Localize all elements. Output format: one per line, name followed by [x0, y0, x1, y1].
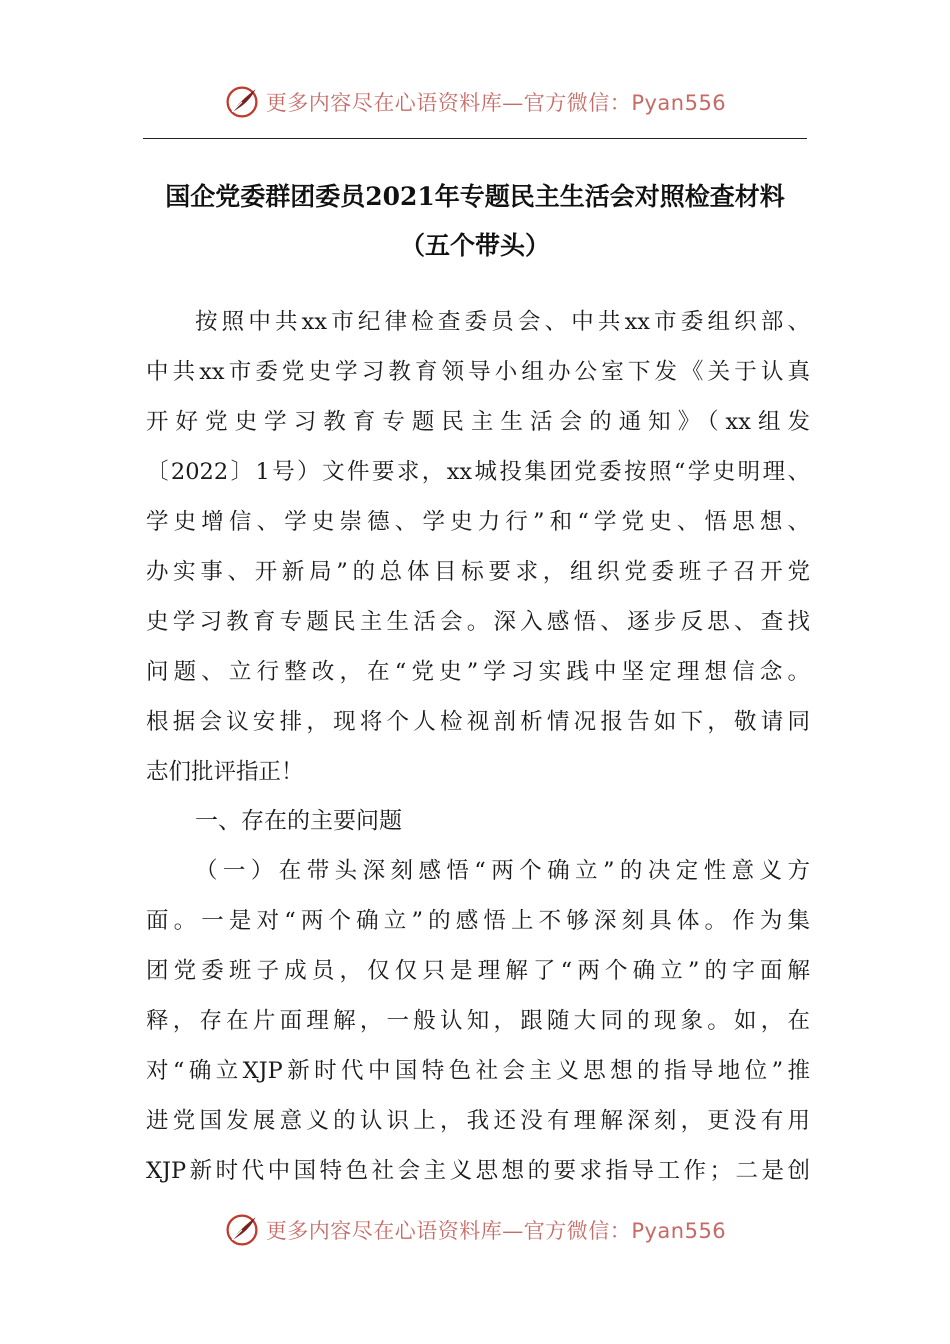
paragraph-line: （一）在带头深刻感悟“两个确立”的决定性意义方	[195, 858, 810, 884]
header-watermark	[0, 82, 950, 122]
document-subtitle: （五个带头）	[399, 231, 550, 260]
header-divider	[143, 138, 807, 139]
paragraph-line: 〔2022〕1号）文件要求，xx城投集团党委按照“学史明理、	[146, 459, 810, 485]
section-heading: 一、存在的主要问题	[195, 808, 402, 834]
paragraph-line: 学史增信、学史崇德、学史力行”和“学党史、悟思想、	[146, 509, 810, 535]
paragraph-line: 团党委班子成员，仅仅只是理解了“两个确立”的字面解	[146, 958, 810, 984]
watermark-text: 更多内容尽在心语资料库—官方微信：Pyan556	[265, 1219, 727, 1243]
paragraph-line: 中共xx市委党史学习教育领导小组办公室下发《关于认真	[146, 359, 810, 385]
paragraph-line: 进党国发展意义的认识上，我还没有理解深刻，更没有用	[146, 1108, 810, 1134]
paragraph-line: 办实事、开新局”的总体目标要求，组织党委班子召开党	[146, 559, 810, 585]
footer-watermark	[0, 1210, 950, 1250]
document-title: 国企党委群团委员2021年专题民主生活会对照检查材料	[165, 182, 785, 211]
paragraph-line: 问题、立行整改，在“党史”学习实践中坚定理想信念。	[146, 659, 810, 685]
feather-pen-logo-icon	[224, 1212, 260, 1248]
feather-pen-logo-icon	[224, 84, 260, 120]
paragraph-line: 面。一是对“两个确立”的感悟上不够深刻具体。作为集	[146, 908, 810, 934]
paragraph-line: 根据会议安排，现将个人检视剖析情况报告如下，敬请同	[146, 709, 810, 735]
watermark-handle: Pyan556	[631, 1219, 727, 1243]
watermark-text: 更多内容尽在心语资料库—官方微信：Pyan556	[265, 91, 727, 115]
paragraph-line: 开好党史学习教育专题民主生活会的通知》（xx组发	[146, 409, 810, 435]
paragraph-line: 释，存在片面理解，一般认知，跟随大同的现象。如，在	[146, 1008, 810, 1034]
paragraph-line: 对“确立XJP新时代中国特色社会主义思想的指导地位”推	[146, 1058, 810, 1084]
paragraph-line: 史学习教育专题民主生活会。深入感悟、逐步反思、查找	[146, 609, 810, 635]
paragraph-line: 志们批评指正！	[146, 759, 304, 785]
watermark-handle: Pyan556	[631, 91, 727, 115]
paragraph-line: XJP新时代中国特色社会主义思想的要求指导工作；二是创	[146, 1158, 810, 1184]
paragraph-line: 按照中共xx市纪律检查委员会、中共xx市委组织部、	[195, 309, 810, 335]
